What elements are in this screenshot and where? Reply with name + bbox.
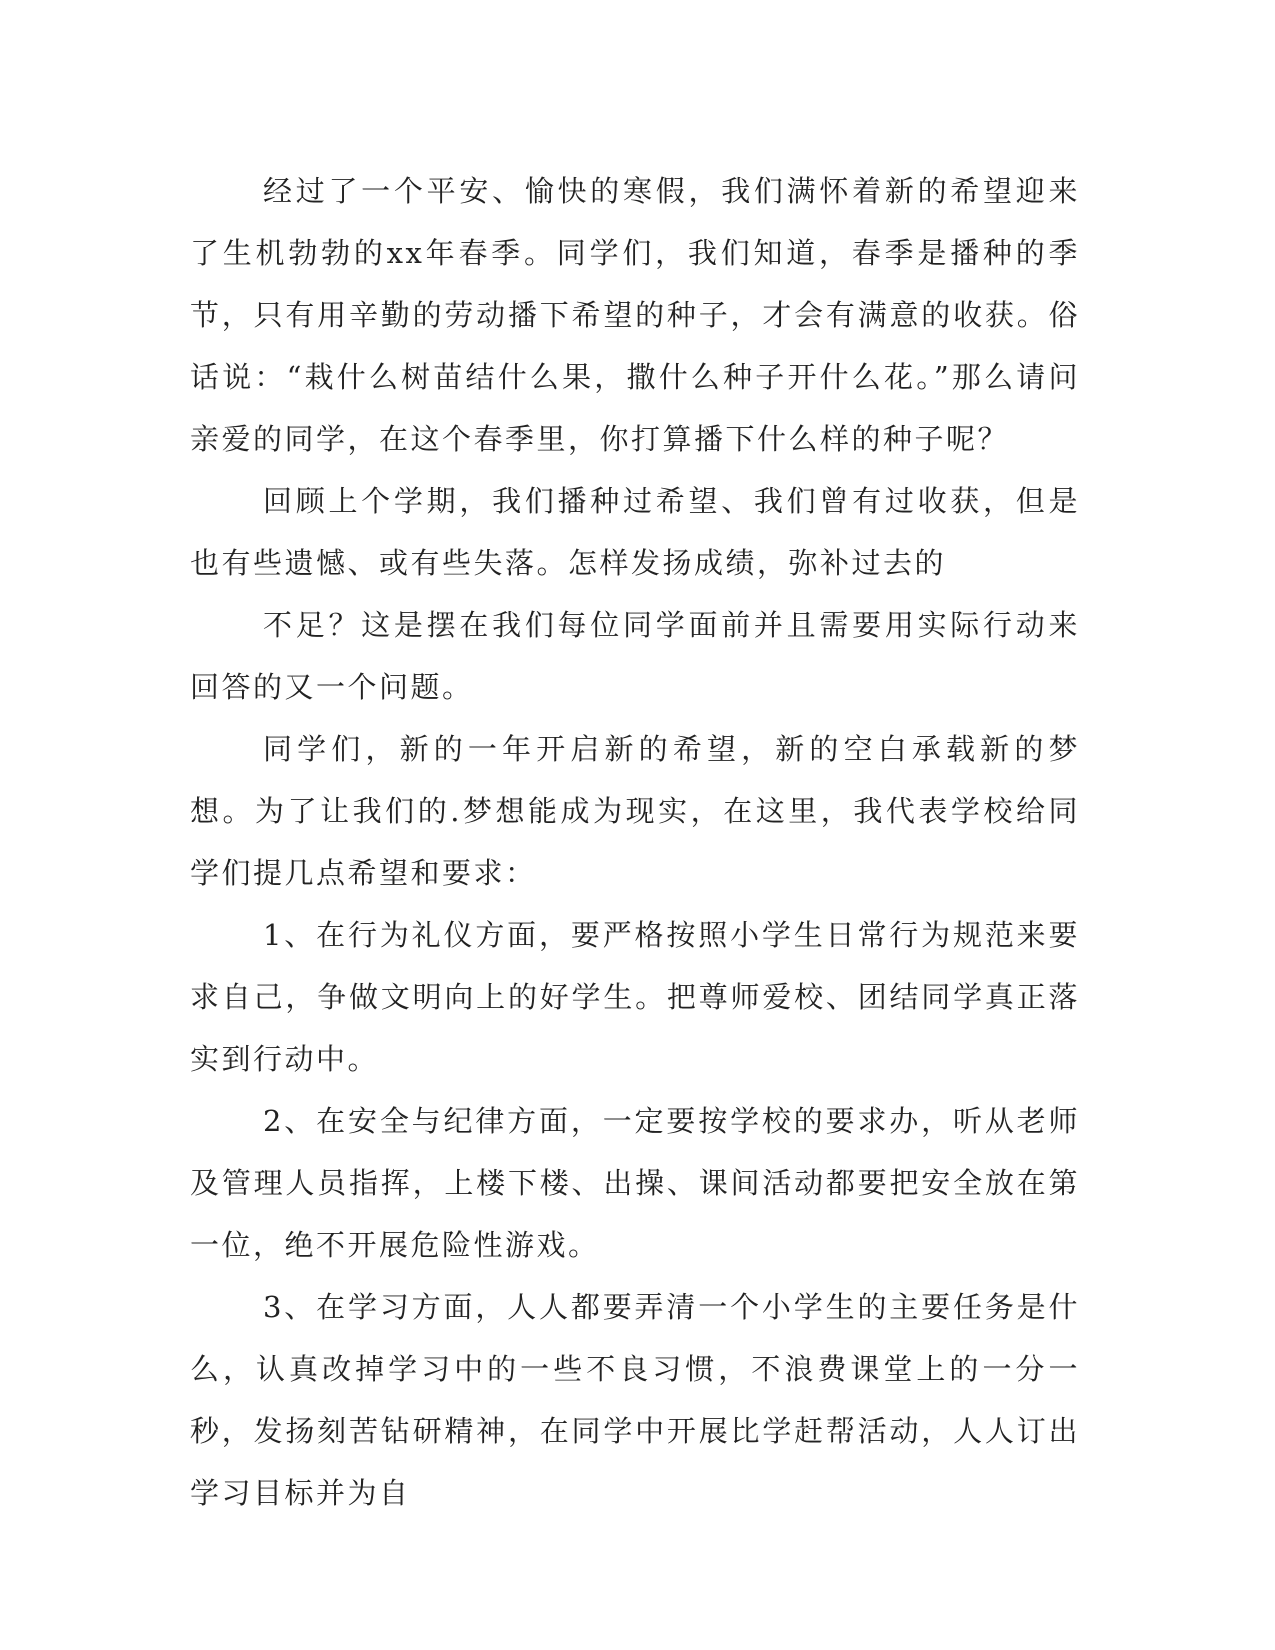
document-body <box>190 160 1080 1524</box>
paragraph-2: 回顾上个学期，我们播种过希望、我们曾有过收获，但是也有些遗憾、或有些失落。怎样发扬成绩，弥补过去的 <box>190 484 1080 580</box>
paragraph-7: 3、在学习方面，人人都要弄清一个小学生的主要任务是什么，认真改掉学习中的一些不良习惯，不浪费课堂上的一分一秒，发扬刻苦钻研精神，在同学中开展比学赶帮活动，人人订出学习目标并为自 <box>190 1290 1080 1510</box>
paragraph-5: 1、在行为礼仪方面，要严格按照小学生日常行为规范来要求自己，争做文明向上的好学生。把尊师爱校、团结同学真正落实到行动中。 <box>190 918 1080 1076</box>
paragraph-6: 2、在安全与纪律方面，一定要按学校的要求办，听从老师及管理人员指挥，上楼下楼、出操、课间活动都要把安全放在第一位，绝不开展危险性游戏。 <box>190 1104 1080 1262</box>
paragraph-1: 经过了一个平安、愉快的寒假，我们满怀着新的希望迎来了生机勃勃的xx年春季。同学们，我们知道，春季是播种的季节，只有用辛勤的劳动播下希望的种子，才会有满意的收获。俗话说：“栽什么树苗结什么果，撒什么种子开什么花。”那么请问亲爱的同学，在这个春季里，你打算播下什么样的种子呢？ <box>190 174 1080 456</box>
paragraph-3: 不足？这是摆在我们每位同学面前并且需要用实际行动来回答的又一个问题。 <box>190 608 1080 704</box>
paragraph-4: 同学们，新的一年开启新的希望，新的空白承载新的梦想。为了让我们的.梦想能成为现实，在这里，我代表学校给同学们提几点希望和要求： <box>190 732 1080 890</box>
